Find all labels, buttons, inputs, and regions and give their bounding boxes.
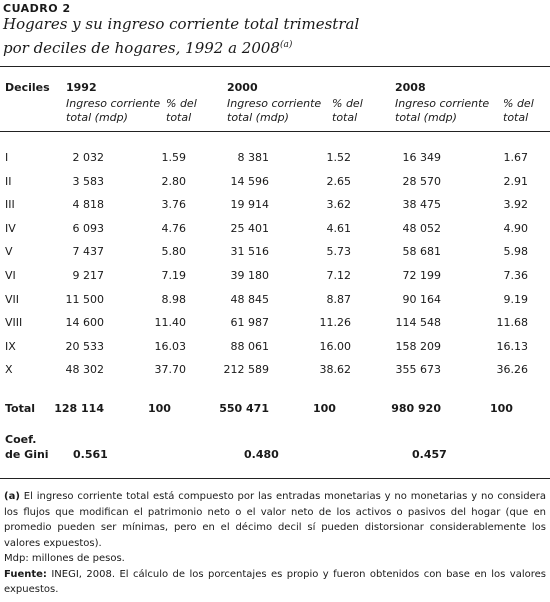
title-line-2: por deciles de hogares, 1992 a 2008 bbox=[3, 39, 280, 57]
table-cell: 14 600 bbox=[65, 316, 104, 330]
table-cell: 9.19 bbox=[503, 292, 528, 306]
total-cell: 100 bbox=[148, 402, 171, 415]
table-cell: 3.62 bbox=[326, 198, 351, 212]
table-cell: 2.65 bbox=[326, 174, 351, 188]
table-cell: 5.98 bbox=[503, 245, 528, 259]
table-cell: 58 681 bbox=[402, 245, 441, 259]
header-pct-2000: % del total bbox=[332, 97, 363, 124]
table-cell: 2 032 bbox=[72, 151, 104, 164]
total-cell: 100 bbox=[313, 402, 336, 415]
table-cell: 8 381 bbox=[237, 151, 269, 164]
header-year-1992: 1992 bbox=[66, 81, 97, 94]
header-pct-1992: % del total bbox=[166, 97, 197, 124]
table-cell: 16.03 bbox=[154, 339, 186, 353]
table-cell: 38.62 bbox=[319, 363, 351, 377]
table-cell: 7.36 bbox=[503, 269, 528, 282]
table-notes bbox=[4, 489, 546, 598]
table-cell: 48 845 bbox=[230, 292, 269, 306]
header-pct-2008: % del total bbox=[503, 97, 534, 124]
table-cell: 38 475 bbox=[402, 198, 441, 212]
table-cell: 4.76 bbox=[161, 221, 186, 235]
table-cell: 11.40 bbox=[154, 316, 186, 330]
table-cell: 20 533 bbox=[65, 339, 104, 353]
decile-label: VI bbox=[5, 269, 16, 282]
table-cell: 5.73 bbox=[326, 245, 351, 259]
table-cell: 88 061 bbox=[230, 339, 269, 353]
decile-label: I bbox=[5, 151, 9, 164]
header-ingreso-2000: Ingreso corriente total (mdp) bbox=[227, 97, 322, 124]
gini-cell: 0.457 bbox=[412, 448, 447, 461]
table-cell: 7.12 bbox=[326, 269, 351, 282]
table-cell: 3.76 bbox=[161, 198, 186, 212]
title-footnote-marker: (a) bbox=[279, 40, 293, 50]
cuadro-label: CUADRO 2 bbox=[3, 2, 71, 15]
table-cell: 2.80 bbox=[161, 174, 186, 188]
table-cell: 4.61 bbox=[326, 221, 351, 235]
decile-label: VII bbox=[5, 292, 20, 306]
title-line-1: Hogares y su ingreso corriente total trimestral bbox=[3, 15, 360, 33]
table-cell: 16.13 bbox=[496, 339, 528, 353]
table-cell: 355 673 bbox=[395, 363, 441, 377]
table-cell: 8.98 bbox=[161, 292, 186, 306]
header-ingreso-1992: Ingreso corriente total (mdp) bbox=[66, 97, 161, 124]
table-cell: 16.00 bbox=[319, 339, 351, 353]
table-cell: 48 052 bbox=[402, 221, 441, 235]
note-mdp: Mdp: millones de pesos. bbox=[4, 553, 125, 564]
table-cell: 72 199 bbox=[402, 269, 441, 282]
table-cell: 2.91 bbox=[503, 174, 528, 188]
table-cell: 9 217 bbox=[72, 269, 104, 282]
decile-label: III bbox=[5, 198, 15, 212]
table-cell: 25 401 bbox=[230, 221, 269, 235]
header-year-2008: 2008 bbox=[395, 81, 426, 94]
decile-label: IX bbox=[5, 339, 16, 353]
table-cell: 212 589 bbox=[223, 363, 269, 377]
table-cell: 37.70 bbox=[154, 363, 186, 377]
header-deciles: Deciles bbox=[5, 81, 50, 94]
table-cell: 7.19 bbox=[161, 269, 186, 282]
gini-cell: 0.561 bbox=[73, 448, 108, 461]
table-cell: 1.59 bbox=[161, 151, 186, 164]
decile-label: V bbox=[5, 245, 13, 259]
table-cell: 14 596 bbox=[230, 174, 269, 188]
table-cell: 5.80 bbox=[161, 245, 186, 259]
header-ingreso-2008: Ingreso corriente total (mdp) bbox=[395, 97, 490, 124]
table-cell: 90 164 bbox=[402, 292, 441, 306]
table-cell: 39 180 bbox=[230, 269, 269, 282]
total-cell: 980 920 bbox=[391, 402, 441, 415]
note-a: (a) El ingreso corriente total está compuesto por las entradas monetarias y no monetarias y no considera los flujos que modifican el patrimonio neto o el valor neto de los activos o pasivos del hogar (que en promedio pueden ser mínimas, pero en el décimo decil sí pueden distorsionar considerablemente los valores expuestos). bbox=[4, 491, 546, 549]
table-cell: 1.67 bbox=[503, 151, 528, 164]
table-cell: 4 818 bbox=[72, 198, 104, 212]
table-cell: 3.92 bbox=[503, 198, 528, 212]
table-cell: 114 548 bbox=[395, 316, 441, 330]
table-cell: 11.68 bbox=[496, 316, 528, 330]
table-cell: 48 302 bbox=[65, 363, 104, 377]
total-cell: 550 471 bbox=[219, 402, 269, 415]
notes-rule bbox=[0, 478, 550, 479]
decile-label: VIII bbox=[5, 316, 23, 330]
header-rule bbox=[0, 131, 550, 132]
gini-label-line-2: de Gini bbox=[5, 448, 49, 461]
total-cell: 100 bbox=[490, 402, 513, 415]
table-cell: 1.52 bbox=[326, 151, 351, 164]
table-title bbox=[3, 14, 543, 59]
gini-label-line-1: Coef. bbox=[5, 433, 37, 446]
decile-label: IV bbox=[5, 221, 16, 235]
table-cell: 6 093 bbox=[72, 221, 104, 235]
table-cell: 11 500 bbox=[65, 292, 104, 306]
table-cell: 19 914 bbox=[230, 198, 269, 212]
decile-label: II bbox=[5, 174, 12, 188]
table-cell: 31 516 bbox=[230, 245, 269, 259]
decile-label: X bbox=[5, 363, 13, 377]
table-cell: 7 437 bbox=[72, 245, 104, 259]
table-cell: 4.90 bbox=[503, 221, 528, 235]
table-cell: 11.26 bbox=[319, 316, 351, 330]
top-rule bbox=[0, 66, 550, 67]
table-cell: 3 583 bbox=[72, 174, 104, 188]
table-cell: 61 987 bbox=[230, 316, 269, 330]
gini-cell: 0.480 bbox=[244, 448, 279, 461]
table-cell: 16 349 bbox=[402, 151, 441, 164]
table-cell: 36.26 bbox=[496, 363, 528, 377]
table-cell: 28 570 bbox=[402, 174, 441, 188]
total-cell: 128 114 bbox=[54, 402, 104, 415]
table-cell: 158 209 bbox=[395, 339, 441, 353]
note-fuente: Fuente: INEGI, 2008. El cálculo de los porcentajes es propio y fueron obtenidos con base en los valores expuestos. bbox=[4, 568, 546, 595]
total-label: Total bbox=[5, 402, 36, 415]
header-year-2000: 2000 bbox=[227, 81, 258, 94]
table-cell: 8.87 bbox=[326, 292, 351, 306]
